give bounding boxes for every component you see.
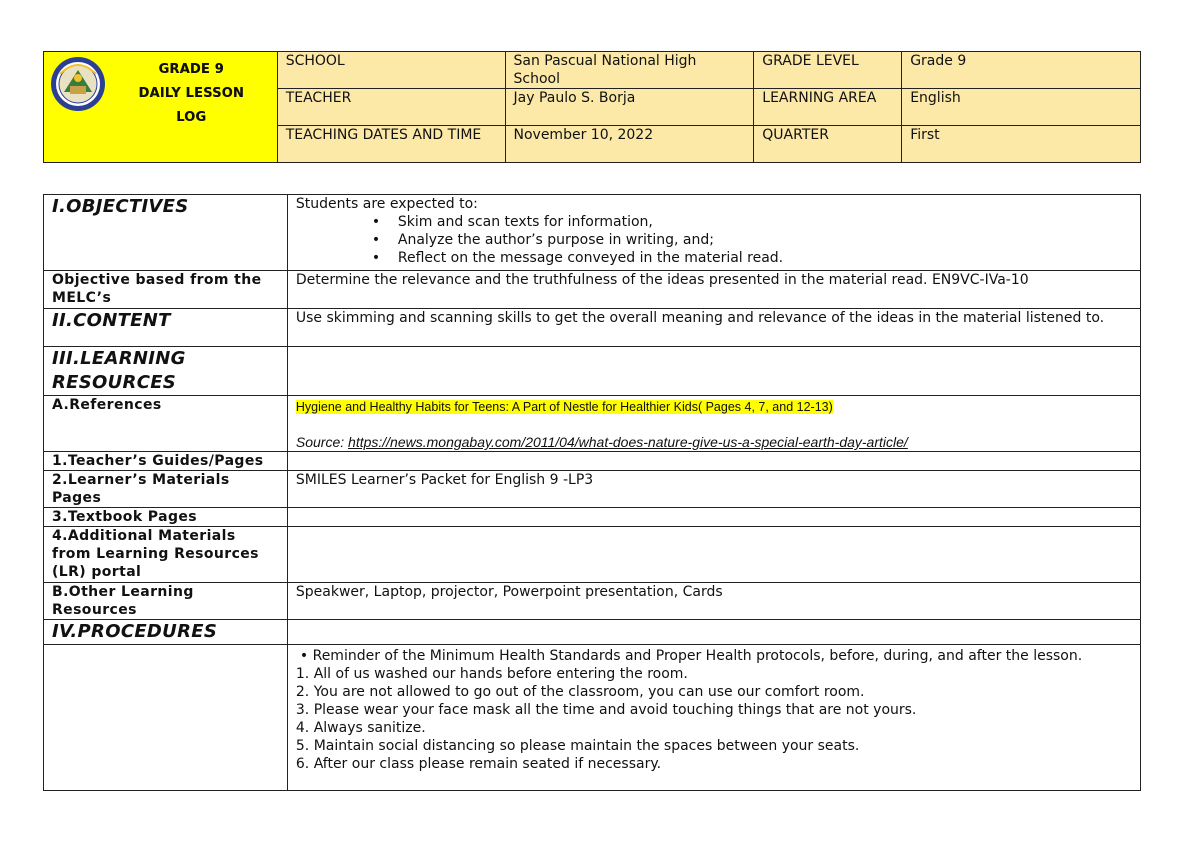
reference-title: Hygiene and Healthy Habits for Teens: A Part of Nestle for Healthier Kids( Pages 4, 7, and 12-13) [295, 400, 833, 414]
procedures-reminder: • Reminder of the Minimum Health Standards and Proper Health protocols, before, during, and after the lesson. [299, 648, 1083, 664]
grade-level-value: Grade 9 [902, 52, 1141, 89]
objectives-label: I.OBJECTIVES [44, 195, 288, 271]
source-link[interactable]: https://news.mongabay.com/2011/04/what-does-nature-give-us-a-special-earth-day-article/ [348, 434, 908, 450]
teacher-value: Jay Paulo S. Borja [505, 89, 754, 126]
melc-value: Determine the relevance and the truthfulness of the ideas presented in the material read. EN9VC-IVa-10 [287, 271, 1140, 309]
quarter-value: First [902, 126, 1141, 163]
quarter-label: QUARTER [754, 126, 902, 163]
procedures-label: IV.PROCEDURES [44, 620, 288, 645]
learning-resources-label: III.LEARNING RESOURCES [44, 347, 288, 396]
procedures-header-value [287, 620, 1140, 645]
references-cell [287, 396, 1140, 452]
title-cell [44, 52, 278, 163]
learners-materials-value: SMILES Learner’s Packet for English 9 -LP3 [287, 471, 1140, 508]
references-label: A.References [44, 396, 288, 452]
list-item: 3. Please wear your face mask all the time and avoid touching things that are not yours. [295, 702, 917, 718]
school-label: SCHOOL [277, 52, 505, 89]
title-line: GRADE 9 [158, 62, 225, 77]
teaching-dates-label: TEACHING DATES AND TIME [277, 126, 505, 163]
additional-materials-label: 4.Additional Materials from Learning Resources (LR) portal [44, 527, 288, 583]
procedures-blank-cell [44, 645, 288, 791]
school-seal-icon [50, 56, 106, 112]
reference-source [296, 433, 1132, 451]
list-item: • Skim and scan texts for information, [398, 213, 1132, 231]
list-item: • Analyze the author’s purpose in writing, and; [398, 231, 1132, 249]
learning-area-label: LEARNING AREA [754, 89, 902, 126]
procedures-cell [287, 645, 1140, 791]
teachers-guides-value [287, 452, 1140, 471]
objectives-intro: Students are expected to: [295, 196, 478, 212]
lesson-log-body-table [43, 194, 1141, 791]
source-prefix: Source: [295, 434, 349, 450]
teachers-guides-label: 1.Teacher’s Guides/Pages [44, 452, 288, 471]
content-label: II.CONTENT [44, 309, 288, 347]
lesson-log-header-table [43, 51, 1141, 163]
grade-level-label: GRADE LEVEL [754, 52, 902, 89]
title-line: LOG [176, 110, 207, 125]
textbook-pages-label: 3.Textbook Pages [44, 508, 288, 527]
learning-area-value: English [902, 89, 1141, 126]
teaching-dates-value: November 10, 2022 [505, 126, 754, 163]
list-item: 2. You are not allowed to go out of the classroom, you can use our comfort room. [295, 684, 865, 700]
list-item: 1. All of us washed our hands before entering the room. [295, 666, 688, 682]
objectives-list [296, 213, 1132, 267]
list-item: 6. After our class please remain seated if necessary. [295, 756, 662, 772]
learning-resources-value [287, 347, 1140, 396]
other-resources-value: Speakwer, Laptop, projector, Powerpoint presentation, Cards [287, 583, 1140, 620]
teacher-label: TEACHER [277, 89, 505, 126]
learners-materials-label: 2.Learner’s Materials Pages [44, 471, 288, 508]
list-item: 4. Always sanitize. [295, 720, 426, 736]
title-line: DAILY LESSON [138, 86, 245, 101]
melc-label: Objective based from the MELC’s [44, 271, 288, 309]
other-resources-label: B.Other Learning Resources [44, 583, 288, 620]
objectives-cell [287, 195, 1140, 271]
list-item: • Reflect on the message conveyed in the material read. [398, 249, 1132, 267]
list-item: 5. Maintain social distancing so please maintain the spaces between your seats. [295, 738, 860, 754]
additional-materials-value [287, 527, 1140, 583]
school-value: San Pascual National High School [505, 52, 754, 89]
lesson-log-title [112, 58, 271, 130]
content-value: Use skimming and scanning skills to get the overall meaning and relevance of the ideas in the material listened to. [287, 309, 1140, 347]
textbook-pages-value [287, 508, 1140, 527]
